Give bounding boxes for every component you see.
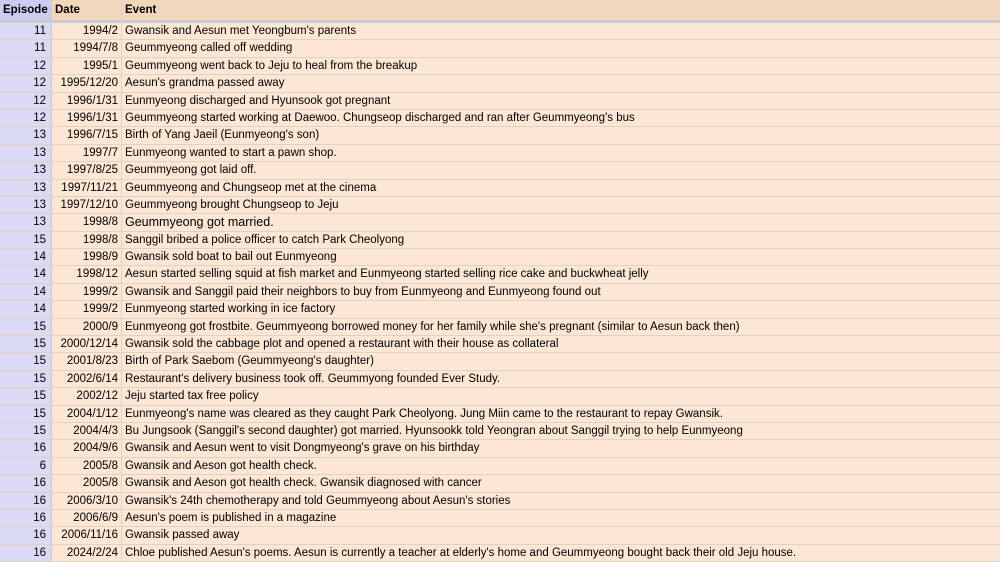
cell-episode[interactable]: 15 xyxy=(0,388,52,404)
cell-episode[interactable]: 15 xyxy=(0,406,52,422)
cell-episode[interactable]: 12 xyxy=(0,75,52,91)
cell-event[interactable]: Eunmyeong's name was cleared as they caught Park Cheolyong. Jung Miin came to the restaurant to repay Gwansik. xyxy=(122,406,1000,422)
cell-episode[interactable]: 15 xyxy=(0,371,52,387)
table-row xyxy=(0,93,1000,110)
header-event[interactable]: Event xyxy=(122,0,1000,20)
cell-event[interactable]: Gwansik and Sanggil paid their neighbors to buy from Eunmyeong and Eunmyeong found out xyxy=(122,284,1000,300)
table-row xyxy=(0,493,1000,510)
cell-date[interactable]: 1998/8 xyxy=(52,232,122,248)
cell-episode[interactable]: 15 xyxy=(0,353,52,369)
cell-date[interactable]: 1994/7/8 xyxy=(52,40,122,56)
cell-date[interactable]: 2006/6/9 xyxy=(52,510,122,526)
cell-date[interactable]: 2000/12/14 xyxy=(52,336,122,352)
cell-episode[interactable]: 14 xyxy=(0,284,52,300)
table-row xyxy=(0,249,1000,266)
cell-episode[interactable]: 16 xyxy=(0,527,52,543)
cell-event[interactable]: Chloe published Aesun's poems. Aesun is currently a teacher at elderly's home and Geummyeong bought back their old Jeju house. xyxy=(122,545,1000,561)
header-date[interactable]: Date xyxy=(52,0,122,20)
cell-episode[interactable]: 16 xyxy=(0,440,52,456)
cell-event[interactable]: Eunmyeong wanted to start a pawn shop. xyxy=(122,145,1000,161)
cell-episode[interactable]: 15 xyxy=(0,232,52,248)
cell-episode[interactable]: 16 xyxy=(0,493,52,509)
cell-date[interactable]: 2024/2/24 xyxy=(52,545,122,561)
cell-event[interactable]: Geummyeong got married. xyxy=(122,214,1000,230)
cell-episode[interactable]: 14 xyxy=(0,266,52,282)
cell-date[interactable]: 1998/12 xyxy=(52,266,122,282)
table-row xyxy=(0,371,1000,388)
cell-date[interactable]: 2006/11/16 xyxy=(52,527,122,543)
cell-date[interactable]: 1998/9 xyxy=(52,249,122,265)
cell-date[interactable]: 1996/7/15 xyxy=(52,127,122,143)
cell-date[interactable]: 1995/1 xyxy=(52,58,122,74)
header-row xyxy=(0,0,1000,23)
table-row xyxy=(0,127,1000,144)
cell-event[interactable]: Geummyeong went back to Jeju to heal from the breakup xyxy=(122,58,1000,74)
cell-date[interactable]: 1995/12/20 xyxy=(52,75,122,91)
cell-episode[interactable]: 11 xyxy=(0,23,52,39)
table-row xyxy=(0,214,1000,231)
cell-episode[interactable]: 12 xyxy=(0,58,52,74)
table-row xyxy=(0,58,1000,75)
table-row xyxy=(0,336,1000,353)
table-row xyxy=(0,110,1000,127)
table-row xyxy=(0,23,1000,40)
table-row xyxy=(0,545,1000,562)
cell-date[interactable]: 1996/1/31 xyxy=(52,110,122,126)
cell-episode[interactable]: 14 xyxy=(0,301,52,317)
table-row xyxy=(0,162,1000,179)
table-body xyxy=(0,23,1000,562)
cell-event[interactable]: Gwansik's 24th chemotherapy and told Geummyeong about Aesun's stories xyxy=(122,493,1000,509)
cell-event[interactable]: Gwansik and Aeson got health check. Gwansik diagnosed with cancer xyxy=(122,475,1000,491)
cell-event[interactable]: Gwansik and Aeson got health check. xyxy=(122,458,1000,474)
cell-episode[interactable]: 11 xyxy=(0,40,52,56)
table-row xyxy=(0,232,1000,249)
cell-episode[interactable]: 15 xyxy=(0,319,52,335)
cell-date[interactable]: 1996/1/31 xyxy=(52,93,122,109)
cell-event[interactable]: Gwansik passed away xyxy=(122,527,1000,543)
cell-date[interactable]: 2004/4/3 xyxy=(52,423,122,439)
cell-event[interactable]: Birth of Yang Jaeil (Eunmyeong's son) xyxy=(122,127,1000,143)
cell-date[interactable]: 1999/2 xyxy=(52,301,122,317)
cell-date[interactable]: 2002/6/14 xyxy=(52,371,122,387)
cell-date[interactable]: 1997/7 xyxy=(52,145,122,161)
table-row xyxy=(0,75,1000,92)
cell-episode[interactable]: 13 xyxy=(0,162,52,178)
cell-event[interactable]: Eunmyeong got frostbite. Geummyeong borrowed money for her family while she's pregnant (similar to Aesun back then) xyxy=(122,319,1000,335)
cell-date[interactable]: 2001/8/23 xyxy=(52,353,122,369)
table-row xyxy=(0,458,1000,475)
cell-event[interactable]: Sanggil bribed a police officer to catch Park Cheolyong xyxy=(122,232,1000,248)
table-row xyxy=(0,440,1000,457)
cell-episode[interactable]: 16 xyxy=(0,545,52,561)
cell-date[interactable]: 1998/8 xyxy=(52,214,122,230)
cell-date[interactable]: 2000/9 xyxy=(52,319,122,335)
cell-date[interactable]: 1999/2 xyxy=(52,284,122,300)
table-row xyxy=(0,145,1000,162)
cell-episode[interactable]: 12 xyxy=(0,93,52,109)
table-row xyxy=(0,388,1000,405)
table-row xyxy=(0,527,1000,544)
cell-episode[interactable]: 13 xyxy=(0,127,52,143)
cell-event[interactable]: Eunmyeong discharged and Hyunsook got pregnant xyxy=(122,93,1000,109)
cell-episode[interactable]: 13 xyxy=(0,145,52,161)
cell-date[interactable]: 1997/8/25 xyxy=(52,162,122,178)
table-row xyxy=(0,301,1000,318)
cell-episode[interactable]: 6 xyxy=(0,458,52,474)
table-row xyxy=(0,180,1000,197)
cell-event[interactable]: Aesun's poem is published in a magazine xyxy=(122,510,1000,526)
cell-episode[interactable]: 15 xyxy=(0,336,52,352)
cell-event[interactable]: Geummyeong started working at Daewoo. Chungseop discharged and ran after Geummyeong's bus xyxy=(122,110,1000,126)
cell-episode[interactable]: 13 xyxy=(0,214,52,230)
cell-event[interactable]: Eunmyeong started working in ice factory xyxy=(122,301,1000,317)
cell-date[interactable]: 2002/12 xyxy=(52,388,122,404)
cell-event[interactable]: Gwansik and Aesun went to visit Dongmyeong's grave on his birthday xyxy=(122,440,1000,456)
cell-episode[interactable]: 13 xyxy=(0,180,52,196)
cell-date[interactable]: 1997/11/21 xyxy=(52,180,122,196)
cell-episode[interactable]: 14 xyxy=(0,249,52,265)
cell-date[interactable]: 2004/1/12 xyxy=(52,406,122,422)
cell-event[interactable]: Geummyeong and Chungseop met at the cinema xyxy=(122,180,1000,196)
cell-event[interactable]: Birth of Park Saebom (Geummyeong's daughter) xyxy=(122,353,1000,369)
table-row xyxy=(0,406,1000,423)
table-row xyxy=(0,353,1000,370)
cell-date[interactable]: 2005/8 xyxy=(52,458,122,474)
cell-event[interactable]: Geummyeong called off wedding xyxy=(122,40,1000,56)
table-row xyxy=(0,475,1000,492)
table-row xyxy=(0,510,1000,527)
cell-event[interactable]: Geummyeong brought Chungseop to Jeju xyxy=(122,197,1000,213)
cell-event[interactable]: Gwansik sold the cabbage plot and opened a restaurant with their house as collateral xyxy=(122,336,1000,352)
table-row xyxy=(0,197,1000,214)
table-row xyxy=(0,266,1000,283)
header-episode[interactable]: Episode xyxy=(0,0,52,20)
cell-date[interactable]: 2006/3/10 xyxy=(52,493,122,509)
cell-episode[interactable]: 13 xyxy=(0,197,52,213)
table-row xyxy=(0,423,1000,440)
cell-date[interactable]: 2005/8 xyxy=(52,475,122,491)
cell-date[interactable]: 1997/12/10 xyxy=(52,197,122,213)
cell-date[interactable]: 1994/2 xyxy=(52,23,122,39)
cell-event[interactable]: Aesun started selling squid at fish market and Eunmyeong started selling rice cake and buckwheat jelly xyxy=(122,266,1000,282)
cell-episode[interactable]: 16 xyxy=(0,475,52,491)
cell-event[interactable]: Gwansik and Aesun met Yeongbum's parents xyxy=(122,23,1000,39)
cell-event[interactable]: Geummyeong got laid off. xyxy=(122,162,1000,178)
cell-event[interactable]: Gwansik sold boat to bail out Eunmyeong xyxy=(122,249,1000,265)
cell-event[interactable]: Aesun's grandma passed away xyxy=(122,75,1000,91)
table-row xyxy=(0,40,1000,57)
cell-episode[interactable]: 15 xyxy=(0,423,52,439)
table-row xyxy=(0,284,1000,301)
cell-date[interactable]: 2004/9/6 xyxy=(52,440,122,456)
cell-event[interactable]: Jeju started tax free policy xyxy=(122,388,1000,404)
table-row xyxy=(0,319,1000,336)
cell-event[interactable]: Bu Jungsook (Sanggil's second daughter) got married. Hyunsookk told Yeongran about Sanggil trying to help Eunmyeong xyxy=(122,423,1000,439)
cell-event[interactable]: Restaurant's delivery business took off. Geummyong founded Ever Study. xyxy=(122,371,1000,387)
cell-episode[interactable]: 12 xyxy=(0,110,52,126)
cell-episode[interactable]: 16 xyxy=(0,510,52,526)
